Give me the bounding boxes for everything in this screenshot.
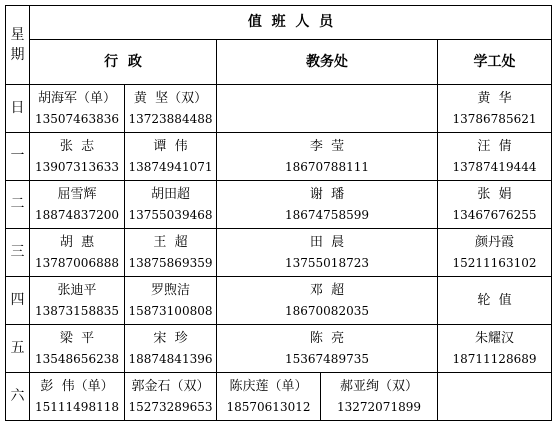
person-phone: 13755039468 <box>128 207 213 222</box>
table-row <box>6 229 552 277</box>
duty-roster <box>5 5 552 421</box>
person-phone: 18670082035 <box>285 303 369 318</box>
person-phone: 13467676255 <box>452 207 537 222</box>
group-admin-header <box>30 40 217 85</box>
person-name: 轮 值 <box>477 293 512 308</box>
admin-cell-2 <box>125 181 217 229</box>
person-name: 谭 伟 <box>153 138 188 154</box>
person-name: 胡 惠 <box>59 234 95 250</box>
admin-cell-1 <box>30 277 125 325</box>
student-cell <box>438 133 552 181</box>
admin-cell-2 <box>125 373 217 421</box>
person-name: 李 莹 <box>309 138 345 154</box>
day-cell: 二 <box>6 181 30 229</box>
person-phone: 13875869359 <box>128 255 213 270</box>
person-name: 王 超 <box>153 234 188 250</box>
person-phone: 13755018723 <box>285 255 369 270</box>
person-phone: 15873100808 <box>128 303 213 318</box>
person-name: 屈雪辉 <box>57 186 97 202</box>
academic-cell <box>217 229 438 277</box>
person-name: 汪 倩 <box>477 138 512 154</box>
person-phone: 15211163102 <box>452 255 537 270</box>
person-phone: 18570613012 <box>226 399 311 414</box>
person-name: 谢 璠 <box>309 186 345 202</box>
duty-table <box>5 5 552 421</box>
academic-cell-2 <box>321 373 438 421</box>
person-phone: 13507463836 <box>35 111 119 126</box>
table-row <box>6 373 552 421</box>
person-phone: 13786785621 <box>452 111 537 126</box>
academic-cell <box>217 181 438 229</box>
person-name: 张 娟 <box>477 186 512 202</box>
group-admin-label: 行 政 <box>104 53 142 70</box>
table-title-text: 值 班 人 员 <box>247 14 334 30</box>
person-name: 邓 超 <box>309 282 345 298</box>
academic-cell <box>217 277 438 325</box>
person-phone: 13874941071 <box>128 159 213 174</box>
student-cell <box>438 85 552 133</box>
person-name: 罗煦洁 <box>150 282 190 298</box>
person-name: 张迪平 <box>57 282 97 298</box>
group-academic-header: 教务处 <box>217 40 438 85</box>
admin-cell-2 <box>125 277 217 325</box>
admin-cell-1 <box>30 133 125 181</box>
person-name: 郝亚绚（双） <box>339 378 418 394</box>
student-cell <box>438 277 552 325</box>
person-name: 朱耀汉 <box>474 330 514 346</box>
person-name: 郭金石（双） <box>131 378 210 394</box>
day-cell: 五 <box>6 325 30 373</box>
person-name: 黄 华 <box>477 90 512 106</box>
person-name: 黄 坚（双） <box>133 90 208 106</box>
person-phone: 13787006888 <box>35 255 119 270</box>
student-cell <box>438 181 552 229</box>
person-name: 颜丹霞 <box>474 234 514 250</box>
weekday-header-char-2: 期 <box>10 47 25 63</box>
admin-cell-2 <box>125 85 217 133</box>
person-phone: 18874841396 <box>128 351 213 366</box>
person-phone: 13548656238 <box>35 351 119 366</box>
table-row <box>6 181 552 229</box>
person-name: 胡海军（单） <box>37 90 116 106</box>
day-cell: 六 <box>6 373 30 421</box>
person-phone: 18670788111 <box>285 159 369 174</box>
table-row <box>6 325 552 373</box>
admin-cell-1 <box>30 229 125 277</box>
person-phone: 15367489735 <box>285 351 369 366</box>
person-phone: 13873158835 <box>35 303 119 318</box>
person-phone: 13907313633 <box>35 159 119 174</box>
day-cell: 四 <box>6 277 30 325</box>
day-cell: 三 <box>6 229 30 277</box>
table-row <box>6 133 552 181</box>
table-row <box>6 85 552 133</box>
admin-cell-2 <box>125 229 217 277</box>
group-student-header: 学工处 <box>438 40 552 85</box>
student-cell <box>438 229 552 277</box>
person-name: 陈庆莲（单） <box>229 378 308 394</box>
person-name: 彭 伟（单） <box>40 378 114 394</box>
student-cell <box>438 373 552 421</box>
person-name: 张 志 <box>59 138 95 154</box>
academic-cell <box>217 133 438 181</box>
admin-cell-2 <box>125 325 217 373</box>
admin-cell-2 <box>125 133 217 181</box>
student-cell <box>438 325 552 373</box>
person-phone: 13723884488 <box>128 111 213 126</box>
person-name: 田 晨 <box>309 234 345 250</box>
person-phone: 13787419444 <box>452 159 537 174</box>
day-cell: 一 <box>6 133 30 181</box>
academic-cell <box>217 85 438 133</box>
person-phone: 18874837200 <box>35 207 119 222</box>
table-row <box>6 277 552 325</box>
person-phone: 15111498118 <box>35 399 119 414</box>
table-title <box>30 6 552 40</box>
admin-cell-1 <box>30 325 125 373</box>
academic-cell-1 <box>217 373 321 421</box>
academic-cell <box>217 325 438 373</box>
person-phone: 15273289653 <box>128 399 213 414</box>
person-phone: 18674758599 <box>285 207 369 222</box>
person-name: 梁 平 <box>59 330 95 346</box>
person-name: 宋 珍 <box>153 330 188 346</box>
weekday-header-char-1: 星 <box>10 27 25 43</box>
admin-cell-1 <box>30 85 125 133</box>
day-cell: 日 <box>6 85 30 133</box>
person-phone: 18711128689 <box>452 351 537 366</box>
person-name: 陈 亮 <box>309 330 345 346</box>
weekday-header <box>6 6 30 85</box>
admin-cell-1 <box>30 373 125 421</box>
admin-cell-1 <box>30 181 125 229</box>
person-name: 胡田超 <box>150 186 190 202</box>
person-phone: 13272071899 <box>337 399 421 414</box>
